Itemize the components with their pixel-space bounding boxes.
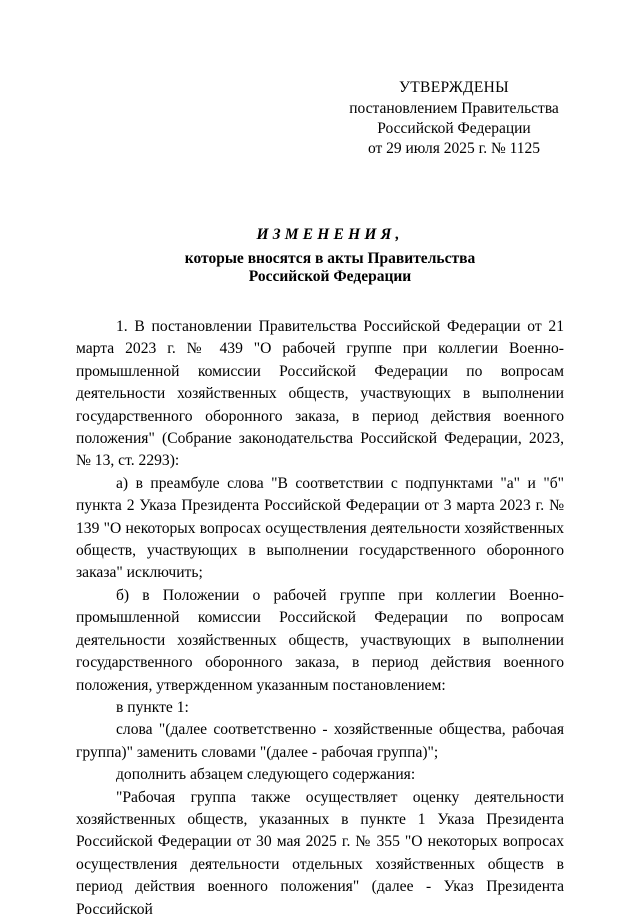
title-line-1: которые вносятся в акты Правительства xyxy=(184,250,476,267)
approval-line-1: постановлением Правительства xyxy=(349,100,559,117)
paragraph-4: в пункте 1: xyxy=(116,698,189,716)
title-main: ИЗМЕНЕНИЯ, xyxy=(256,226,404,243)
paragraph-6: дополнить абзацем следующего содержания: xyxy=(116,766,416,784)
approval-line-2: Российской Федерации xyxy=(377,120,531,137)
approval-heading: УТВЕРЖДЕНЫ xyxy=(399,79,509,96)
approval-line-3: от 29 июля 2025 г. № 1125 xyxy=(367,140,541,157)
paragraph-1: 1. В постановлении Правительства Российской Федерации от 21 марта 2023 г. № 439 "О рабочей группе при коллегии Военно-промышленной комиссии Российской Федерации по вопросам деятельности хозяйственных обществ, участвующих в выполнении государственного оборонного заказа, в период действия военного положения" (Собрание законодательства Российской Федерации, 2023, № 13, ст. 2293): xyxy=(76,318,564,470)
paragraph-3: б) в Положении о рабочей группе при коллегии Военно-промышленной комиссии Российской Федерации по вопросам деятельности хозяйственных обществ, участвующих в выполнении государственного оборонного заказа, в период действия военного положения, утвержденном указанным постановлением: xyxy=(76,586,564,694)
title-line-2: Российской Федерации xyxy=(248,268,412,285)
approval-stamp xyxy=(330,78,578,159)
paragraph-7: "Рабочая группа также осуществляет оценку деятельности хозяйственных обществ, указанных в пункте 1 Указа Президента Российской Федерации от 30 мая 2025 г. № 355 "О некоторых вопросах осуществления деятельности отдельных хозяйственных обществ в период действия военного положения" (далее - Указ Президента Российской xyxy=(76,788,564,918)
document-body xyxy=(76,316,564,921)
document-title xyxy=(80,226,580,286)
paragraph-2: а) в преамбуле слова "В соответствии с подпунктами "а" и "б" пункта 2 Указа Президента Российской Федерации от 3 марта 2023 г. № 139 "О некоторых вопросах осуществления деятельности хозяйственных обществ, участвующих в выполнении государственного оборонного заказа" исключить; xyxy=(76,474,564,582)
paragraph-5: слова "(далее соответственно - хозяйственные общества, рабочая группа)" заменить словами "(далее - рабочая группа)"; xyxy=(76,721,564,761)
